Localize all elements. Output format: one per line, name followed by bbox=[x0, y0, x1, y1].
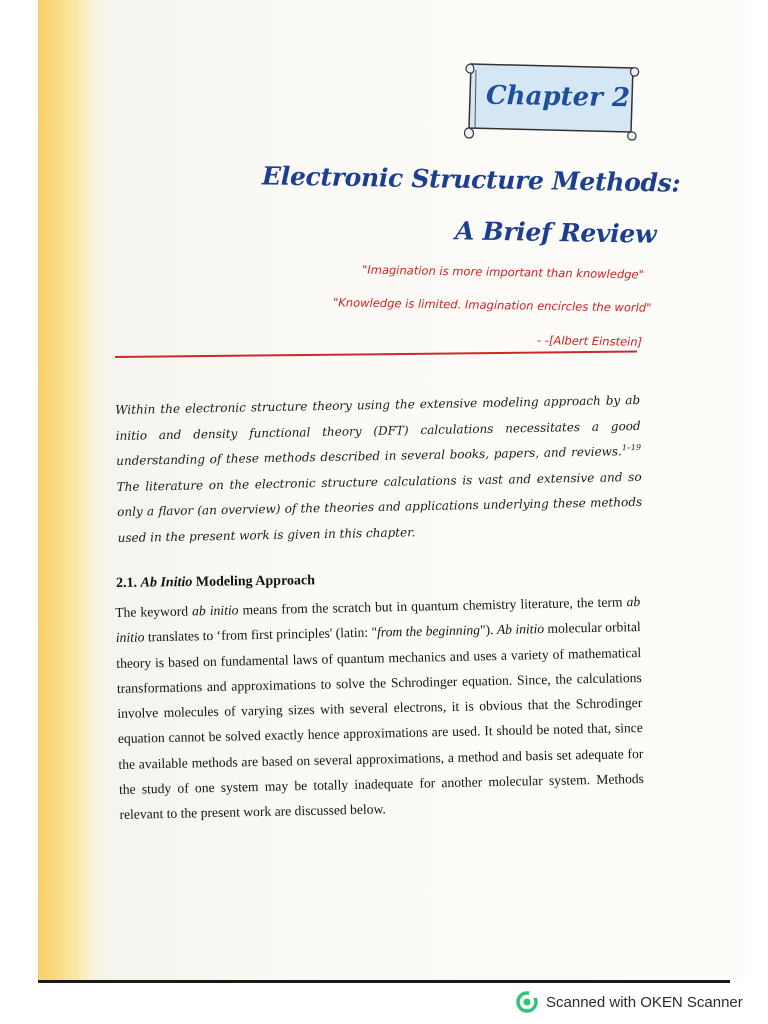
abstract-text: Within the electronic structure theory using the extensive modeling approach by ab initio and density functional theory (DFT) calculations necessitates a good understanding of these methods described in several books, papers, and reviews. bbox=[115, 392, 641, 468]
paragraph-text: means from the scratch but in quantum chemistry literature, the term bbox=[238, 594, 627, 618]
scanner-watermark bbox=[516, 990, 743, 1014]
chapter-title-line-1: Electronic Structure Methods: bbox=[261, 161, 681, 198]
section-number: 2.1. bbox=[116, 575, 138, 591]
chapter-abstract bbox=[115, 388, 643, 551]
paragraph-italic: from the beginning bbox=[376, 622, 481, 640]
paragraph-text: The keyword bbox=[115, 603, 193, 620]
scanner-logo-icon bbox=[516, 991, 538, 1013]
reference-superscript: 1–19 bbox=[621, 442, 642, 453]
paragraph-text: molecular orbital theory is based on fundamental laws of quantum mechanics and uses a variety of mathematical transformations and approximations to solve the Schrodinger equation. Since, the calculations involve molecules of varying sizes with several electrons, it is obvious that the Schrodinger equation cannot be solved exactly hence approximations are used. It should be noted that, since the available methods are based on several approximations, a method and basis set adequate for the study of one system may be totally inadequate for another molecular system. Methods relevant to the present work are discussed below. bbox=[116, 619, 645, 823]
chapter-banner bbox=[463, 58, 643, 142]
epigraph-quote-1: "Imagination is more important than knowledge" bbox=[361, 262, 644, 282]
paragraph-italic: ab initio bbox=[115, 594, 641, 646]
section-title: Modeling Approach bbox=[195, 573, 316, 590]
epigraph-attribution: - -[Albert Einstein] bbox=[536, 333, 643, 349]
chapter-label: Chapter 2 bbox=[485, 80, 631, 114]
book-spine-shadow bbox=[36, 0, 108, 982]
section-title-italic: Ab Initio bbox=[140, 574, 193, 591]
epigraph-quote-2: "Knowledge is limited. Imagination encircles the world" bbox=[332, 295, 652, 315]
scan-margin bbox=[0, 0, 38, 1024]
section-paragraph bbox=[115, 589, 645, 828]
paragraph-text: translates to ‘from first principles' (latin: " bbox=[144, 624, 378, 645]
paragraph-text: "). bbox=[479, 622, 498, 638]
scanner-label: Scanned with OKEN Scanner bbox=[546, 993, 743, 1011]
abstract-text-continued: The literature on the electronic structure calculations is vast and extensive and so only a flavor (an overview) of the theories and applications underlying these methods used in the present work is given in this chapter. bbox=[116, 469, 643, 545]
section-heading bbox=[116, 573, 315, 592]
paragraph-italic: Ab initio bbox=[496, 621, 545, 638]
page-bottom-edge bbox=[38, 980, 730, 983]
chapter-title-line-2: A Brief Review bbox=[454, 216, 657, 249]
paragraph-italic: ab initio bbox=[191, 602, 239, 619]
